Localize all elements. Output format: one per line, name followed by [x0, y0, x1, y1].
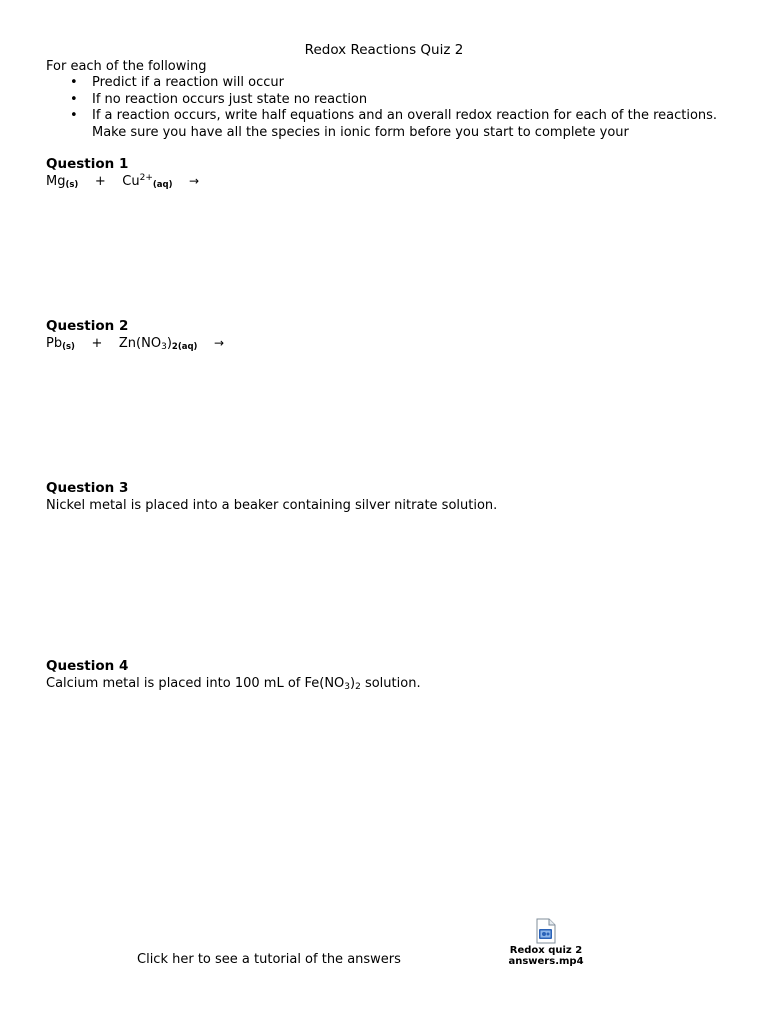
reactant-b: Zn(NO [118, 336, 162, 351]
state-subscript: (s) [65, 180, 79, 190]
reaction-arrow-icon: → [213, 336, 225, 350]
question-text-part: Calcium metal is placed into 100 mL of Fe(NO [46, 676, 345, 691]
bullet-icon: • [70, 91, 78, 107]
question-3 [46, 480, 497, 514]
question-text [46, 675, 421, 692]
bullet-text: If no reaction occurs just state no reaction [92, 91, 368, 107]
list-item [46, 75, 726, 92]
state-subscript: (aq) [152, 180, 173, 190]
bullet-icon: • [70, 108, 78, 123]
charge-superscript: 2+ [139, 173, 153, 183]
question-heading: Question 4 [46, 658, 129, 674]
page-title: Redox Reactions Quiz 2 [304, 42, 464, 58]
bullet-text: Predict if a reaction will occur [92, 75, 284, 90]
close-paren: ) [350, 676, 356, 691]
reactant-a: Pb [46, 336, 63, 351]
question-heading: Question 1 [46, 156, 129, 172]
plus-sign: + [91, 336, 103, 351]
subscript: 3 [344, 682, 351, 692]
reaction-arrow-icon: → [189, 174, 200, 188]
question-4 [46, 658, 421, 692]
subscript: 3 [161, 342, 167, 352]
attachment-filename[interactable]: Redox quiz 2 answers.mp4 [508, 945, 584, 967]
video-file-icon [535, 918, 557, 944]
state-subscript: (s) [62, 342, 75, 352]
reactant-b: Cu [122, 174, 140, 189]
question-heading: Question 2 [46, 318, 129, 334]
question-heading: Question 3 [46, 480, 129, 496]
bullet-text: If a reaction occurs, write half equations and an overall redox reaction for each of the reactions. Make sure you have all the species in ionic form before you start to complete your [92, 108, 718, 140]
tutorial-link-text: Click her to see a tutorial of the answers [137, 952, 401, 967]
video-attachment[interactable] [472, 918, 620, 967]
question-2 [46, 318, 224, 352]
bullet-icon: • [70, 75, 78, 90]
question-text-part: solution. [360, 676, 421, 691]
question-equation [46, 173, 199, 190]
intro-text: For each of the following [46, 59, 207, 74]
list-item [46, 92, 726, 109]
list-item [46, 108, 726, 141]
question-1 [46, 156, 199, 190]
question-equation [46, 335, 224, 352]
question-text: Nickel metal is placed into a beaker containing silver nitrate solution. [46, 498, 498, 513]
state-subscript: 2(aq) [171, 342, 198, 352]
plus-sign: + [94, 174, 106, 189]
close-paren: ) [166, 336, 172, 351]
subscript: 2 [355, 682, 361, 692]
instruction-list [46, 75, 726, 141]
reactant-a: Mg [46, 174, 66, 189]
